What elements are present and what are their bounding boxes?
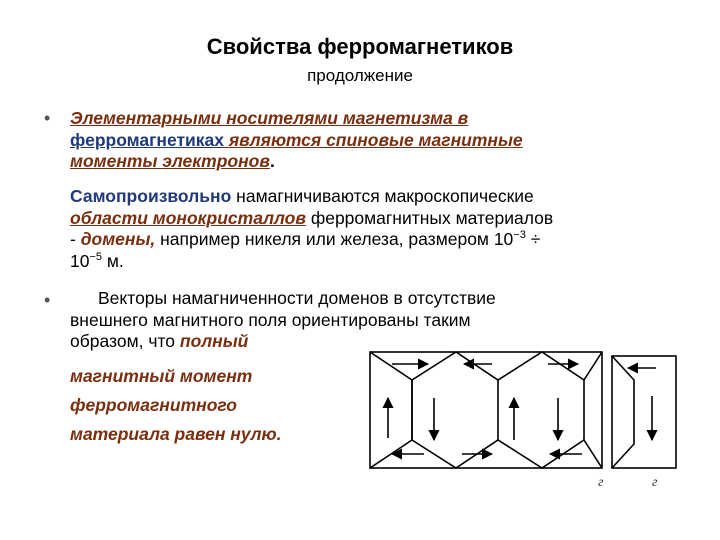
phrase-so-that: образом, что bbox=[70, 331, 180, 351]
figure-label-left: г bbox=[598, 475, 604, 490]
bullet2-line-1: Векторы намагниченности доменов в отсутствие bbox=[98, 288, 496, 308]
conclusion-block bbox=[70, 362, 340, 449]
ten: 10 bbox=[70, 250, 90, 271]
phrase-spontaneously: Самопроизвольно bbox=[70, 186, 232, 206]
divide-sign: ÷ bbox=[525, 229, 541, 249]
period: . bbox=[269, 151, 275, 171]
bullet1-paragraph-1 bbox=[70, 108, 670, 173]
bullet1-p2-line-3 bbox=[70, 229, 680, 251]
bullet1-paragraph-2 bbox=[70, 186, 680, 272]
bullet2-line-2: внешнего магнитного поля ориентированы таким bbox=[70, 309, 471, 330]
bullet1-line-3 bbox=[70, 151, 670, 173]
phrase-size: например никеля или железа, размером 10 bbox=[155, 229, 514, 249]
figure-label-right: г bbox=[652, 475, 658, 490]
conclusion-line-1: магнитный момент bbox=[70, 366, 253, 386]
slide-title: Свойства ферромагнетиков bbox=[206, 34, 514, 59]
conclusion-line-3: материала равен нулю. bbox=[70, 424, 282, 444]
phrase-total: полный bbox=[179, 331, 249, 351]
phrase-electron-moments: моменты электронов bbox=[70, 151, 270, 171]
bullet1-line-2 bbox=[70, 130, 670, 152]
bullet1-line-1 bbox=[70, 108, 670, 130]
phrase-are-spin-moments: являются спиновые магнитные bbox=[224, 129, 523, 150]
bullet1-p2-line-2 bbox=[70, 208, 680, 230]
exponent-minus-3: −3 bbox=[513, 229, 526, 242]
conclusion-line-2: ферромагнитного bbox=[70, 395, 237, 415]
phrase-domains: домены, bbox=[80, 229, 156, 249]
unit-meter: м. bbox=[102, 250, 124, 271]
bullet1-p2-line-4 bbox=[70, 251, 680, 273]
phrase-ferromagnetic-materials: ферромагнитных материалов bbox=[305, 207, 554, 228]
phrase-ferromagnets: ферромагнетиках bbox=[70, 129, 225, 150]
dash: - bbox=[70, 229, 81, 249]
phrase-elementary-carriers: Элементарными носителями магнетизма в bbox=[70, 108, 469, 128]
phrase-monocrystal-regions: области монокристаллов bbox=[70, 207, 306, 228]
bullet-marker-1: • bbox=[44, 108, 51, 128]
bullet-marker-2: • bbox=[44, 290, 51, 310]
domain-structure-figure bbox=[352, 336, 692, 496]
exponent-minus-5: −5 bbox=[89, 250, 103, 263]
bullet1-p2-line-1 bbox=[70, 186, 680, 208]
phrase-magnetize: намагничиваются макроскопические bbox=[231, 186, 534, 206]
slide-subtitle: продолжение bbox=[307, 66, 413, 85]
